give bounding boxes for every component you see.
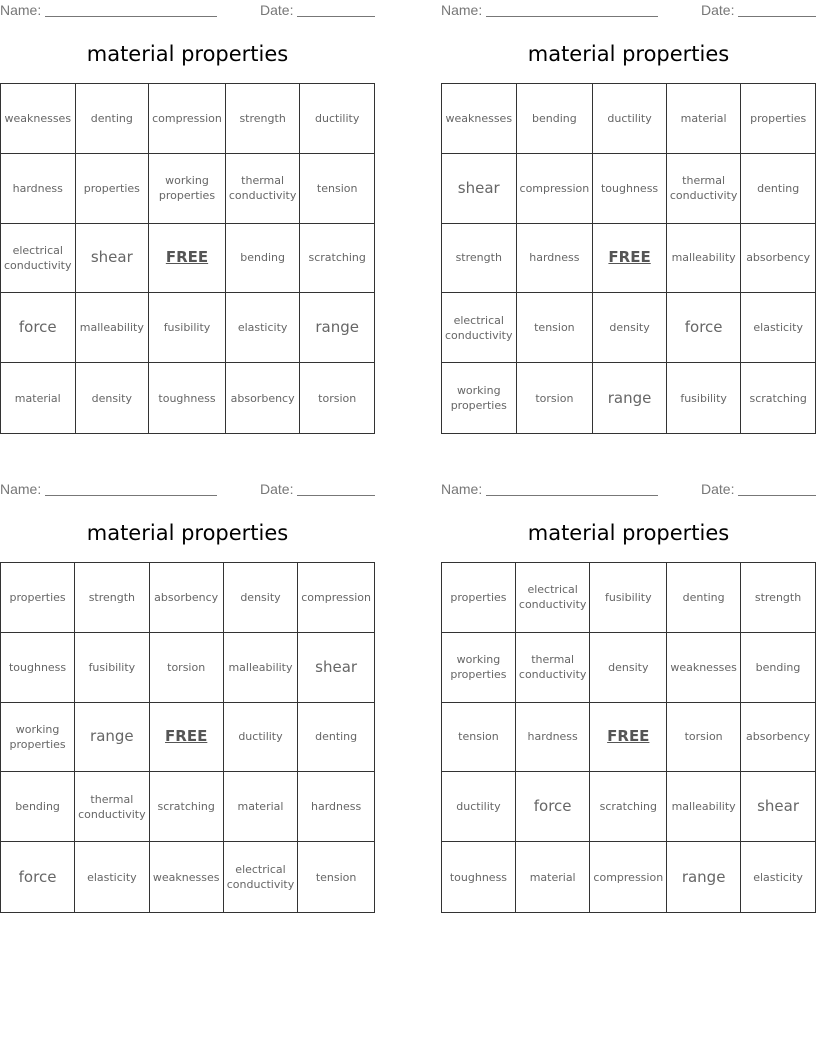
name-label: Name: — [0, 481, 42, 497]
bingo-cell: range — [667, 842, 741, 912]
bingo-cell: torsion — [667, 703, 741, 773]
bingo-cell: weaknesses — [442, 84, 517, 154]
bingo-cell: material — [224, 772, 299, 842]
bingo-cell: ductility — [442, 772, 516, 842]
bingo-cell: hardness — [298, 772, 374, 842]
name-date-bar — [441, 479, 816, 499]
bingo-cell: scratching — [590, 772, 667, 842]
free-space-cell: FREE — [149, 224, 226, 294]
bingo-grid — [0, 83, 375, 434]
bingo-cell: bending — [517, 84, 594, 154]
bingo-cell: malleability — [667, 224, 742, 294]
name-field-line — [486, 16, 658, 17]
name-label: Name: — [441, 2, 483, 18]
bingo-cell: bending — [1, 772, 75, 842]
date-field-line — [297, 16, 375, 17]
bingo-cell: electrical conductivity — [1, 224, 76, 294]
bingo-grid — [441, 83, 816, 434]
date-label: Date: — [260, 2, 294, 18]
bingo-grid — [441, 562, 816, 913]
name-label: Name: — [441, 481, 483, 497]
bingo-cell: thermal conductivity — [75, 772, 150, 842]
bingo-cell: denting — [741, 154, 815, 224]
bingo-cell: force — [667, 293, 742, 363]
bingo-cell: bending — [741, 633, 815, 703]
bingo-cell: toughness — [593, 154, 667, 224]
bingo-cell: denting — [76, 84, 150, 154]
bingo-cell: denting — [298, 703, 374, 773]
bingo-cell: compression — [149, 84, 226, 154]
bingo-cell: material — [516, 842, 591, 912]
bingo-cell: toughness — [442, 842, 516, 912]
bingo-cell: strength — [741, 563, 815, 633]
bingo-cell: working properties — [442, 633, 516, 703]
bingo-cell: fusibility — [75, 633, 150, 703]
bingo-cell: thermal conductivity — [667, 154, 742, 224]
bingo-cell: ductility — [593, 84, 667, 154]
bingo-cell: weaknesses — [667, 633, 741, 703]
bingo-cell: malleability — [224, 633, 299, 703]
bingo-cell: elasticity — [753, 870, 803, 884]
bingo-cell: properties — [76, 154, 150, 224]
bingo-cell: denting — [667, 563, 741, 633]
bingo-card-4 — [441, 479, 816, 913]
bingo-cell: tension — [442, 703, 516, 773]
bingo-cell: toughness — [149, 363, 226, 433]
bingo-cell: absorbency — [226, 363, 301, 433]
bingo-cell: scratching — [150, 772, 224, 842]
bingo-cell: electrical conductivity — [224, 842, 299, 912]
card-title: material properties — [527, 42, 730, 66]
bingo-cell: fusibility — [590, 563, 667, 633]
bingo-cell: shear — [298, 633, 374, 703]
bingo-cell: absorbency — [150, 563, 224, 633]
bingo-cell: weaknesses — [1, 84, 76, 154]
free-space-cell: FREE — [590, 703, 667, 773]
bingo-cell: fusibility — [149, 293, 226, 363]
bingo-cell: scratching — [749, 391, 807, 405]
free-space-cell: FREE — [150, 703, 224, 773]
bingo-cell: bending — [226, 224, 301, 294]
bingo-cell: density — [590, 633, 667, 703]
bingo-cell: absorbency — [741, 703, 815, 773]
bingo-cell: torsion — [517, 363, 594, 433]
bingo-cell: absorbency — [741, 224, 815, 294]
name-date-bar — [441, 0, 816, 20]
card-title: material properties — [86, 42, 289, 66]
bingo-cell: tension — [315, 870, 357, 884]
name-date-bar — [0, 0, 375, 20]
bingo-cell: compression — [298, 563, 374, 633]
bingo-cell: tension — [517, 293, 594, 363]
bingo-cell: toughness — [1, 633, 75, 703]
bingo-cell: torsion — [318, 391, 357, 405]
bingo-cell: malleability — [667, 772, 741, 842]
bingo-card-3 — [0, 479, 375, 913]
bingo-cell: thermal conductivity — [226, 154, 301, 224]
bingo-cell: strength — [226, 84, 301, 154]
bingo-cell: range — [300, 293, 374, 363]
bingo-cell: ductility — [300, 84, 374, 154]
bingo-cell: force — [1, 842, 75, 912]
bingo-cell: density — [593, 293, 667, 363]
bingo-cell: properties — [1, 563, 75, 633]
bingo-cell: compression — [590, 842, 667, 912]
bingo-cell: force — [1, 293, 76, 363]
bingo-cell: hardness — [517, 224, 594, 294]
name-label: Name: — [0, 2, 42, 18]
bingo-cell: malleability — [76, 293, 150, 363]
date-label: Date: — [701, 481, 735, 497]
bingo-cell: density — [76, 363, 150, 433]
bingo-cell: scratching — [300, 224, 374, 294]
bingo-cell: weaknesses — [150, 842, 224, 912]
name-field-line — [45, 495, 217, 496]
bingo-cell: hardness — [1, 154, 76, 224]
bingo-cell: hardness — [516, 703, 591, 773]
bingo-cell: shear — [442, 154, 517, 224]
bingo-cell: working properties — [442, 363, 517, 433]
name-field-line — [486, 495, 658, 496]
date-label: Date: — [701, 2, 735, 18]
bingo-cell: range — [593, 363, 667, 433]
card-title: material properties — [527, 521, 730, 545]
free-space-cell: FREE — [593, 224, 667, 294]
bingo-cell: properties — [741, 84, 815, 154]
date-label: Date: — [260, 481, 294, 497]
date-field-line — [738, 495, 816, 496]
bingo-cell: elasticity — [75, 842, 150, 912]
bingo-cell: density — [224, 563, 299, 633]
bingo-cell: elasticity — [226, 293, 301, 363]
bingo-cell: torsion — [150, 633, 224, 703]
date-field-line — [297, 495, 375, 496]
bingo-cell: electrical conductivity — [442, 293, 517, 363]
name-field-line — [45, 16, 217, 17]
bingo-cell: working properties — [149, 154, 226, 224]
bingo-cell: properties — [442, 563, 516, 633]
bingo-cell: thermal conductivity — [516, 633, 591, 703]
bingo-card-1 — [0, 0, 375, 434]
bingo-cell: strength — [75, 563, 150, 633]
card-title: material properties — [86, 521, 289, 545]
bingo-cell: material — [1, 363, 76, 433]
bingo-cell: range — [75, 703, 150, 773]
bingo-cell: ductility — [224, 703, 299, 773]
date-field-line — [738, 16, 816, 17]
name-date-bar — [0, 479, 375, 499]
bingo-cell: force — [516, 772, 591, 842]
bingo-cell: strength — [442, 224, 517, 294]
bingo-cell: shear — [741, 772, 815, 842]
bingo-cell: tension — [300, 154, 374, 224]
bingo-cell: shear — [76, 224, 150, 294]
bingo-cell: fusibility — [667, 363, 742, 433]
bingo-cell: working properties — [1, 703, 75, 773]
bingo-cell: electrical conductivity — [516, 563, 591, 633]
bingo-card-2 — [441, 0, 816, 434]
bingo-cell: compression — [517, 154, 594, 224]
bingo-grid — [0, 562, 375, 913]
bingo-cell: material — [667, 84, 742, 154]
bingo-cell: elasticity — [741, 293, 815, 363]
